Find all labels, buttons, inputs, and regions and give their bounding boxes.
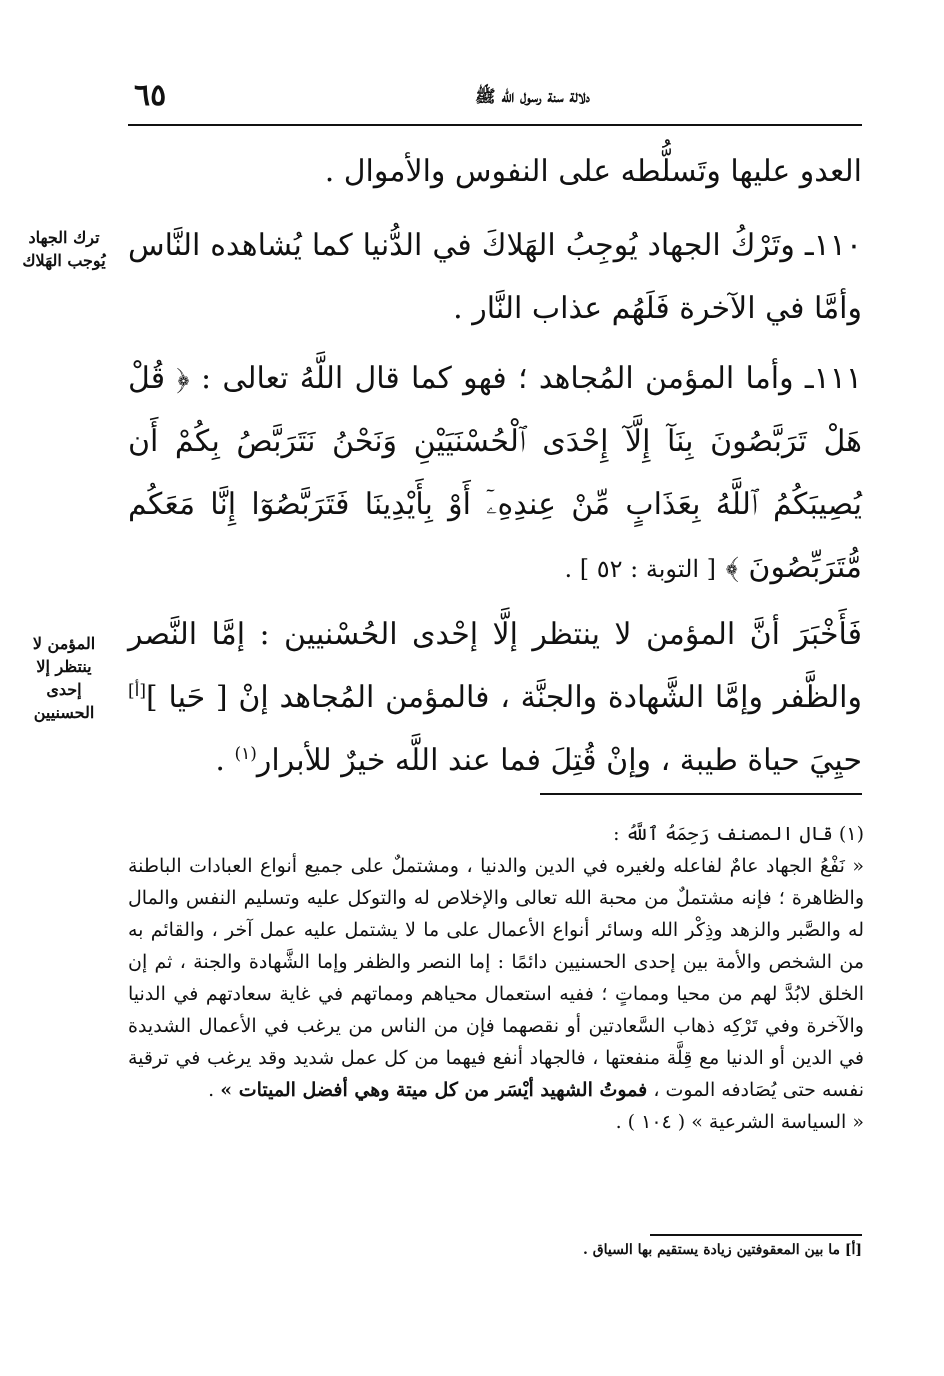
paragraph-111 xyxy=(128,347,862,603)
verse-reference: [ التوبة : ٥٢ ] . xyxy=(564,555,717,583)
footnote-source: « السياسة الشرعية » ( ١٠٤ ) . xyxy=(615,1111,864,1133)
footnote-body xyxy=(128,850,864,1106)
note-separator xyxy=(650,1234,862,1236)
explanation-text-a: فَأَخْبَرَ أنَّ المؤمن لا ينتظر إلَّا إحْدى الحُسْنيين : إمَّا النَّصر والظَّفر وإمَّا الشَّهادة والجنَّة ، فالمؤمن المُجاهد إنْ [ حَيا ] xyxy=(128,617,862,715)
paragraph-explanation xyxy=(128,603,862,793)
explanation-text-b: حيِيَ حياة طيبة ، وإنْ قُتِلَ فما عند اللَّه خيرٌ للأبرار xyxy=(256,743,862,778)
footnote-head: (١) قال المصنف رَحِمَهُ ٱللَّهُ : xyxy=(613,823,864,845)
paragraph-continuation: العدو عليها وتَسلُّطه على النفوس والأموال . xyxy=(324,154,862,189)
footnote-bold-text: فموتُ الشهيد أيْسَر من كل ميتة وهي أفضل الميتات » xyxy=(220,1079,648,1101)
footnote xyxy=(128,818,864,1138)
margin-note-believer: المؤمن لا ينتظر إلا إحدى الحسنيين xyxy=(32,634,96,722)
explanation-end: . xyxy=(215,743,225,778)
main-text xyxy=(128,140,862,793)
footnote-end: . xyxy=(208,1079,215,1101)
footnote-marker: (١) xyxy=(234,744,257,764)
paragraph-110: ١١٠ـ وتَرْكُ الجهاد يُوجِبُ الهَلاكَ في الدُّنيا كما يُشاهده النَّاس وأمَّا في الآخرة فَلَهُم عذاب النَّار . xyxy=(128,228,862,326)
paragraph-111-intro: ١١١ـ وأما المؤمن المُجاهد ؛ فهو كما قال اللَّهُ تعالى : xyxy=(200,361,862,396)
editor-note: [أ] ما بين المعقوفتين زيادة يستقيم بها السياق . xyxy=(582,1242,862,1258)
margin-note-jihad: ترك الجهاد يُوجب الهَلاك xyxy=(22,228,106,270)
quran-verse: ﴿ قُلْ هَلْ تَرَبَّصُونَ بِنَآ إِلَّآ إِحْدَى ٱلْحُسْنَيَيْنِ وَنَحْنُ نَتَرَبَّصُ بِكُمْ أَن يُصِيبَكُمُ ٱللَّهُ بِعَذَابٍ مِّنْ عِندِهِۦٓ أَوْ بِأَيْدِينَا فَتَرَبَّصُوٓا إِنَّا مَعَكُم مُّتَرَبِّصُونَ ﴾ xyxy=(128,361,862,585)
running-title: دلالة سنة رسول الله ﷺ xyxy=(475,87,590,107)
footnote-text: « نَفْعُ الجهاد عامٌ لفاعله ولغيره في الدين والدنيا ، ومشتملٌ على جميع أنواع العبادات الباطنة والظاهرة ؛ فإنه مشتملٌ من محبة الله تعالى والإخلاص له والتوكل عليه وتسليم النفس والمال له والصَّبر والزهد وذِكْر الله وسائر أنواع الأعمال على ما لا يشتمل عليه عمل آخر ، والقائم به من الشخص والأمة بين إحدى الحسنيين دائمًا : إما النصر والظفر وإما الشَّهادة والجنة ، ثم إن الخلق لابُدَّ لهم من محيا ومماتٍ ؛ ففيه استعمال محياهم ومماتهم في غاية سعادتهم في الدنيا والآخرة وفي تَرْكِه ذهاب السَّعادتين أو نقصهما فإن من الناس من يرغب في الأعمال الشديدة في الدين أو الدنيا مع قِلَّة منفعتها ، فالجهاد أنفع فيهما من كل عمل شديد وقد يرغب في ترقية نفسه حتى يُصَادفه الموت ، xyxy=(128,855,864,1101)
page-number: ٦٥ xyxy=(134,78,167,113)
footnote-separator xyxy=(540,793,862,795)
page-header xyxy=(128,76,862,126)
editor-note-marker: [أ] xyxy=(128,681,146,701)
